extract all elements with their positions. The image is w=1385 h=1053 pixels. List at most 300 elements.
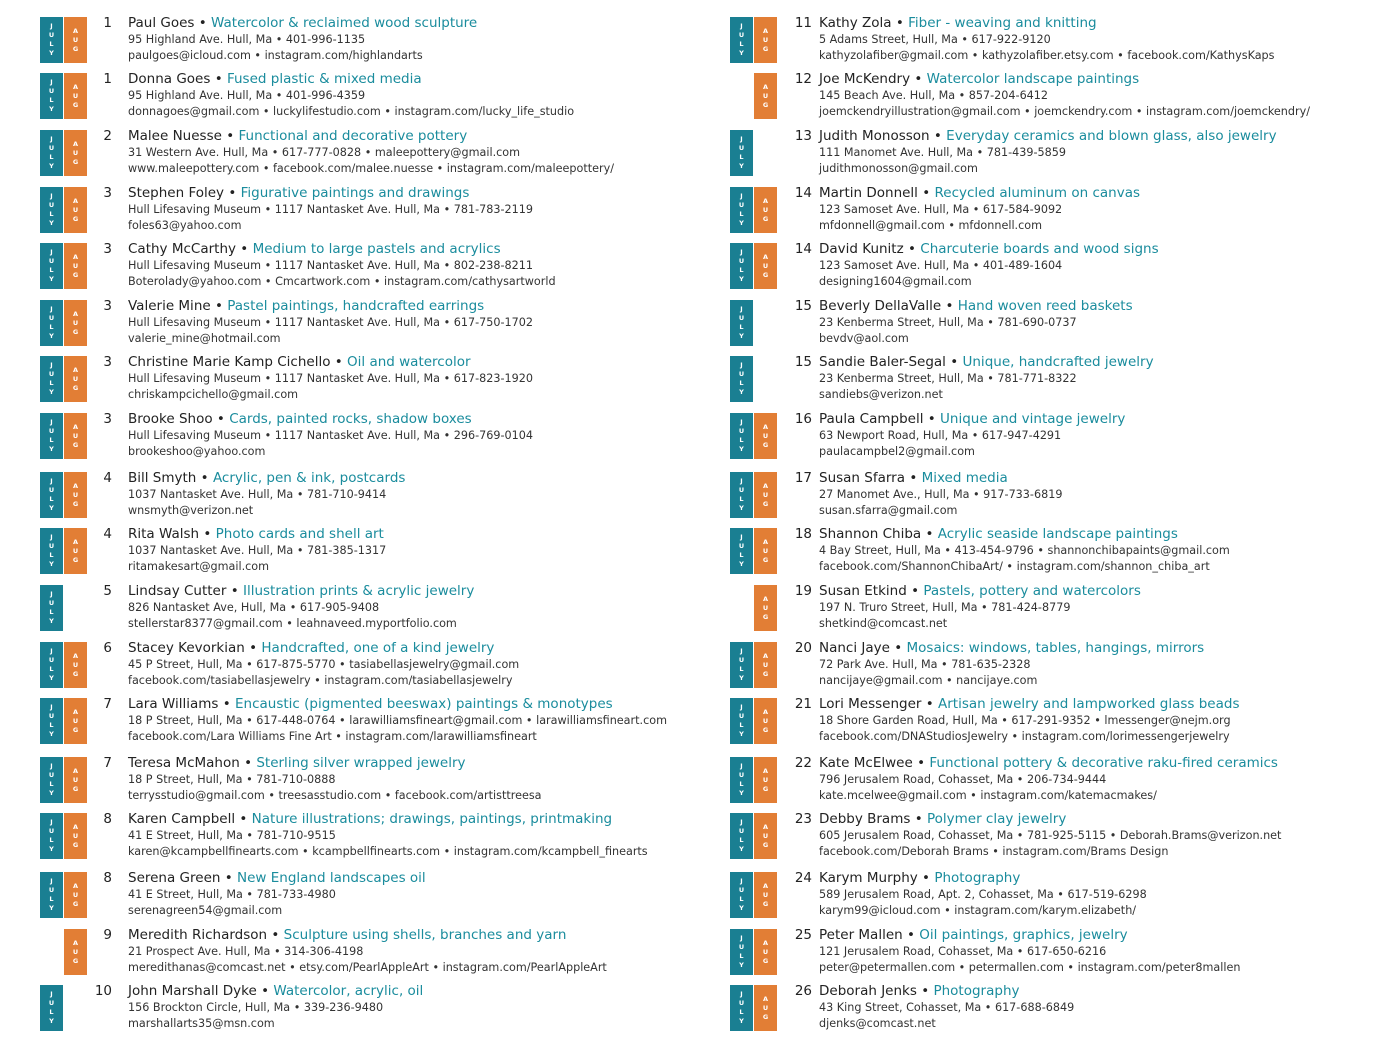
july-badge bbox=[730, 642, 753, 688]
badge-letter: L bbox=[49, 96, 54, 104]
july-badge bbox=[40, 585, 63, 631]
badge-letter: U bbox=[72, 91, 79, 100]
artist-entry bbox=[40, 73, 690, 133]
badge-letter: L bbox=[49, 836, 54, 844]
separator: • bbox=[226, 128, 235, 144]
badge-letter: U bbox=[738, 144, 745, 152]
badge-letter: Y bbox=[49, 789, 54, 797]
artist-entry bbox=[40, 528, 690, 588]
contact-line: facebook.com/DNAStudiosJewelry • instagram.com/lorimessengerjewelry bbox=[819, 729, 1230, 743]
badge-letter: J bbox=[50, 78, 53, 86]
separator: • bbox=[230, 583, 239, 599]
badge-letter: U bbox=[48, 542, 55, 550]
july-badge bbox=[40, 813, 63, 859]
entry-heading bbox=[819, 128, 1277, 145]
separator: • bbox=[214, 71, 223, 87]
badge-letter: Y bbox=[739, 49, 744, 57]
artist-name: Paul Goes bbox=[128, 15, 195, 31]
separator: • bbox=[922, 185, 931, 201]
entry-heading bbox=[128, 583, 474, 600]
separator: • bbox=[917, 755, 926, 771]
badge-letter: A bbox=[762, 196, 769, 205]
badge-letter: J bbox=[50, 703, 53, 711]
address-line: 43 King Street, Cohasset, Ma • 617-688-6849 bbox=[819, 1001, 1075, 1014]
entry-number: 21 bbox=[794, 696, 812, 712]
badge-letter: L bbox=[739, 495, 744, 503]
badge-letter: U bbox=[72, 374, 79, 383]
july-badge bbox=[730, 187, 753, 233]
artist-name: Cathy McCarthy bbox=[128, 241, 236, 257]
entry-text bbox=[819, 354, 1154, 403]
entry-text bbox=[819, 185, 1140, 234]
address-line: 4 Bay Street, Hull, Ma • 413-454-9796 • shannonchibapaints@gmail.com bbox=[819, 544, 1230, 557]
entry-heading bbox=[128, 870, 426, 887]
aug-badge bbox=[754, 642, 777, 688]
medium-description: Acrylic seaside landscape paintings bbox=[937, 526, 1178, 542]
contact-line: paulacampbel2@gmail.com bbox=[819, 444, 975, 458]
july-badge bbox=[40, 757, 63, 803]
artist-entry bbox=[730, 413, 1380, 473]
badge-letter: A bbox=[762, 252, 769, 261]
artist-name: Kate McElwee bbox=[819, 755, 913, 771]
badge-letter: Y bbox=[49, 617, 54, 625]
badge-letter: J bbox=[740, 305, 743, 313]
artist-entry bbox=[730, 585, 1380, 645]
badge-letter: L bbox=[739, 40, 744, 48]
badge-letter: A bbox=[72, 707, 79, 716]
address-line: 95 Highland Ave. Hull, Ma • 401-996-4359 bbox=[128, 89, 366, 102]
entry-number: 9 bbox=[103, 927, 112, 943]
artist-name: Stephen Foley bbox=[128, 185, 225, 201]
contact-line: susan.sfarra@gmail.com bbox=[819, 503, 958, 517]
badge-letter: L bbox=[49, 436, 54, 444]
badge-letter: A bbox=[72, 938, 79, 947]
artist-name: Susan Etkind bbox=[819, 583, 907, 599]
badge-letter: A bbox=[72, 537, 79, 546]
entry-heading bbox=[819, 526, 1230, 543]
badge-letter: G bbox=[72, 669, 79, 678]
badge-letter: U bbox=[72, 261, 79, 270]
entry-number: 10 bbox=[94, 983, 112, 999]
separator: • bbox=[240, 241, 249, 257]
aug-badge bbox=[64, 642, 87, 688]
entry-number: 8 bbox=[103, 870, 112, 886]
badge-letter: U bbox=[72, 431, 79, 440]
badge-letter: Y bbox=[739, 730, 744, 738]
artist-entry bbox=[730, 300, 1380, 360]
badge-letter: Y bbox=[739, 961, 744, 969]
aug-badge bbox=[754, 585, 777, 631]
contact-line: kathyzolafiber@gmail.com • kathyzolafiber.etsy.com • facebook.com/KathysKaps bbox=[819, 48, 1275, 62]
entry-number: 6 bbox=[103, 640, 112, 656]
artist-name: Deborah Jenks bbox=[819, 983, 917, 999]
artist-entry bbox=[730, 187, 1380, 247]
aug-badge bbox=[64, 528, 87, 574]
artist-entry bbox=[40, 17, 690, 77]
artist-name: Judith Monosson bbox=[819, 128, 930, 144]
contact-line: wnsmyth@verizon.net bbox=[128, 503, 254, 517]
contact-line: djenks@comcast.net bbox=[819, 1016, 936, 1030]
medium-description: Polymer clay jewelry bbox=[926, 811, 1067, 827]
badge-letter: J bbox=[50, 248, 53, 256]
badge-letter: U bbox=[738, 201, 745, 209]
badge-letter: U bbox=[762, 775, 769, 784]
badge-letter: J bbox=[740, 135, 743, 143]
artist-name: Shannon Chiba bbox=[819, 526, 922, 542]
aug-badge bbox=[754, 187, 777, 233]
july-badge bbox=[40, 17, 63, 63]
badge-letter: Y bbox=[739, 1017, 744, 1025]
entry-number: 3 bbox=[103, 241, 112, 257]
badge-letter: G bbox=[762, 44, 769, 53]
artist-name: Rita Walsh bbox=[128, 526, 200, 542]
medium-description: Fiber - weaving and knitting bbox=[908, 15, 1097, 31]
badge-letter: L bbox=[739, 721, 744, 729]
address-line: 796 Jerusalem Road, Cohasset, Ma • 206-734-9444 bbox=[819, 773, 1107, 786]
badge-letter: U bbox=[738, 886, 745, 894]
contact-line: mfdonnell@gmail.com • mfdonnell.com bbox=[819, 218, 1042, 232]
badge-letter: A bbox=[762, 594, 769, 603]
artist-entry bbox=[730, 813, 1380, 873]
badge-letter: G bbox=[72, 899, 79, 908]
medium-description: Everyday ceramics and blown glass, also jewelry bbox=[946, 128, 1277, 144]
separator: • bbox=[925, 696, 934, 712]
badge-letter: J bbox=[50, 361, 53, 369]
badge-letter: J bbox=[740, 818, 743, 826]
badge-letter: A bbox=[762, 26, 769, 35]
badge-letter: G bbox=[762, 956, 769, 965]
artist-entry bbox=[40, 813, 690, 873]
artist-entry bbox=[730, 642, 1380, 702]
badge-letter: J bbox=[740, 647, 743, 655]
medium-description: Functional and decorative pottery bbox=[238, 128, 468, 144]
artist-name: Peter Mallen bbox=[819, 927, 903, 943]
entry-text bbox=[128, 185, 533, 234]
badge-letter: G bbox=[762, 1012, 769, 1021]
contact-line: peter@petermallen.com • petermallen.com • instagram.com/peter8mallen bbox=[819, 960, 1241, 974]
address-line: Hull Lifesaving Museum • 1117 Nantasket Ave. Hull, Ma • 802-238-8211 bbox=[128, 259, 533, 272]
medium-description: Watercolor & reclaimed wood sculpture bbox=[211, 15, 478, 31]
address-line: 95 Highland Ave. Hull, Ma • 401-996-1135 bbox=[128, 33, 366, 46]
address-line: 1037 Nantasket Ave. Hull, Ma • 781-385-1317 bbox=[128, 544, 387, 557]
badge-letter: U bbox=[48, 999, 55, 1007]
badge-letter: G bbox=[72, 383, 79, 392]
contact-line: kate.mcelwee@gmail.com • instagram.com/katemacmakes/ bbox=[819, 788, 1157, 802]
badge-letter: J bbox=[50, 590, 53, 598]
separator: • bbox=[895, 15, 904, 31]
july-badge bbox=[40, 130, 63, 176]
entry-text bbox=[128, 640, 519, 689]
entry-number: 23 bbox=[794, 811, 812, 827]
entry-text bbox=[128, 354, 533, 403]
entry-number: 12 bbox=[794, 71, 812, 87]
badge-letter: Y bbox=[49, 845, 54, 853]
badge-letter: G bbox=[762, 440, 769, 449]
july-badge bbox=[40, 73, 63, 119]
badge-letter: U bbox=[48, 427, 55, 435]
entry-number: 11 bbox=[794, 15, 812, 31]
aug-badge bbox=[754, 73, 777, 119]
badge-letter: L bbox=[739, 323, 744, 331]
badge-letter: G bbox=[762, 840, 769, 849]
badge-letter: A bbox=[762, 82, 769, 91]
address-line: 23 Kenberma Street, Hull, Ma • 781-771-8322 bbox=[819, 372, 1077, 385]
address-line: Hull Lifesaving Museum • 1117 Nantasket Ave. Hull, Ma • 781-783-2119 bbox=[128, 203, 533, 216]
aug-badge bbox=[64, 243, 87, 289]
july-badge bbox=[730, 872, 753, 918]
badge-letter: L bbox=[49, 665, 54, 673]
badge-letter: Y bbox=[49, 105, 54, 113]
contact-line: brookeshoo@yahoo.com bbox=[128, 444, 266, 458]
medium-description: Photography bbox=[934, 870, 1021, 886]
address-line: 21 Prospect Ave. Hull, Ma • 314-306-4198 bbox=[128, 945, 364, 958]
badge-letter: U bbox=[48, 314, 55, 322]
badge-letter: A bbox=[762, 938, 769, 947]
badge-letter: U bbox=[738, 314, 745, 322]
badge-letter: L bbox=[49, 895, 54, 903]
entry-number: 16 bbox=[794, 411, 812, 427]
badge-letter: J bbox=[740, 533, 743, 541]
badge-letter: U bbox=[48, 599, 55, 607]
artist-entry bbox=[40, 472, 690, 532]
badge-letter: L bbox=[739, 210, 744, 218]
aug-badge bbox=[64, 472, 87, 518]
artist-entry bbox=[730, 17, 1380, 77]
address-line: 27 Manomet Ave., Hull, Ma • 917-733-6819 bbox=[819, 488, 1063, 501]
entry-text bbox=[819, 696, 1239, 745]
badge-letter: L bbox=[49, 608, 54, 616]
separator: • bbox=[239, 811, 248, 827]
medium-description: Pastels, pottery and watercolors bbox=[923, 583, 1141, 599]
badge-letter: Y bbox=[739, 845, 744, 853]
badge-letter: A bbox=[762, 822, 769, 831]
medium-description: Mixed media bbox=[921, 470, 1008, 486]
badge-letter: G bbox=[72, 327, 79, 336]
badge-letter: Y bbox=[49, 275, 54, 283]
july-badge bbox=[40, 187, 63, 233]
badge-letter: Y bbox=[49, 162, 54, 170]
badge-letter: A bbox=[72, 309, 79, 318]
contact-line: facebook.com/Lara Williams Fine Art • instagram.com/larawilliamsfineart bbox=[128, 729, 537, 743]
badge-letter: G bbox=[72, 157, 79, 166]
aug-badge bbox=[754, 17, 777, 63]
artist-entry bbox=[730, 472, 1380, 532]
badge-letter: G bbox=[762, 499, 769, 508]
artist-entry bbox=[40, 757, 690, 817]
entry-text bbox=[819, 640, 1204, 689]
entry-heading bbox=[819, 241, 1159, 258]
badge-letter: G bbox=[72, 840, 79, 849]
entry-number: 17 bbox=[794, 470, 812, 486]
entry-text bbox=[128, 298, 533, 347]
entry-heading bbox=[819, 583, 1141, 600]
separator: • bbox=[914, 71, 923, 87]
artist-entry bbox=[730, 356, 1380, 416]
medium-description: Fused plastic & mixed media bbox=[226, 71, 422, 87]
july-badge bbox=[40, 642, 63, 688]
july-badge bbox=[730, 698, 753, 744]
badge-letter: U bbox=[738, 999, 745, 1007]
aug-badge bbox=[64, 300, 87, 346]
entry-number: 15 bbox=[794, 354, 812, 370]
badge-letter: U bbox=[738, 257, 745, 265]
contact-line: stellerstar8377@gmail.com • leahnaveed.myportfolio.com bbox=[128, 616, 457, 630]
badge-letter: U bbox=[738, 771, 745, 779]
badge-letter: Y bbox=[739, 332, 744, 340]
address-line: 45 P Street, Hull, Ma • 617-875-5770 • tasiabellasjewelry@gmail.com bbox=[128, 658, 520, 671]
entry-text bbox=[819, 15, 1275, 64]
july-badge bbox=[730, 243, 753, 289]
artist-name: David Kunitz bbox=[819, 241, 904, 257]
medium-description: Hand woven reed baskets bbox=[957, 298, 1133, 314]
artist-name: Martin Donnell bbox=[819, 185, 918, 201]
badge-letter: U bbox=[48, 656, 55, 664]
entry-number: 3 bbox=[103, 411, 112, 427]
badge-letter: U bbox=[762, 35, 769, 44]
badge-letter: L bbox=[739, 1008, 744, 1016]
badge-letter: L bbox=[49, 780, 54, 788]
badge-letter: Y bbox=[49, 560, 54, 568]
artist-entry bbox=[40, 872, 690, 932]
entry-heading bbox=[819, 15, 1275, 32]
badge-letter: U bbox=[72, 318, 79, 327]
entry-text bbox=[128, 128, 614, 177]
badge-letter: L bbox=[739, 895, 744, 903]
artist-entry bbox=[40, 243, 690, 303]
badge-letter: U bbox=[762, 660, 769, 669]
badge-letter: U bbox=[72, 716, 79, 725]
artist-entry bbox=[730, 130, 1380, 190]
entry-number: 14 bbox=[794, 185, 812, 201]
entry-number: 4 bbox=[103, 470, 112, 486]
badge-letter: U bbox=[762, 261, 769, 270]
artist-name: Joe McKendry bbox=[819, 71, 911, 87]
badge-letter: J bbox=[50, 22, 53, 30]
address-line: 1037 Nantasket Ave. Hull, Ma • 781-710-9414 bbox=[128, 488, 387, 501]
separator: • bbox=[950, 354, 959, 370]
badge-letter: J bbox=[50, 990, 53, 998]
separator: • bbox=[244, 755, 253, 771]
separator: • bbox=[907, 927, 915, 943]
badge-letter: G bbox=[72, 270, 79, 279]
badge-letter: Y bbox=[49, 219, 54, 227]
badge-letter: G bbox=[72, 555, 79, 564]
badge-letter: L bbox=[739, 551, 744, 559]
medium-description: Nature illustrations; drawings, paintings, printmaking bbox=[251, 811, 613, 827]
medium-description: Sterling silver wrapped jewelry bbox=[256, 755, 466, 771]
separator: • bbox=[228, 185, 237, 201]
july-badge bbox=[40, 243, 63, 289]
badge-letter: J bbox=[50, 418, 53, 426]
separator: • bbox=[222, 696, 231, 712]
july-badge bbox=[730, 356, 753, 402]
badge-letter: J bbox=[50, 305, 53, 313]
aug-badge bbox=[754, 872, 777, 918]
badge-letter: U bbox=[72, 890, 79, 899]
badge-letter: G bbox=[762, 899, 769, 908]
aug-badge bbox=[754, 243, 777, 289]
entry-heading bbox=[819, 71, 1310, 88]
aug-badge bbox=[64, 813, 87, 859]
badge-letter: L bbox=[49, 495, 54, 503]
entry-heading bbox=[128, 927, 607, 944]
entry-text bbox=[128, 755, 542, 804]
badge-letter: J bbox=[50, 818, 53, 826]
address-line: 41 E Street, Hull, Ma • 781-733-4980 bbox=[128, 888, 336, 901]
address-line: 605 Jerusalem Road, Cohasset, Ma • 781-925-5115 • Deborah.Brams@verizon.net bbox=[819, 829, 1282, 842]
badge-letter: L bbox=[49, 153, 54, 161]
badge-letter: U bbox=[48, 87, 55, 95]
entry-text bbox=[128, 241, 556, 290]
badge-letter: A bbox=[72, 252, 79, 261]
badge-letter: L bbox=[739, 436, 744, 444]
entry-heading bbox=[819, 983, 1074, 1000]
badge-letter: L bbox=[49, 551, 54, 559]
aug-badge bbox=[64, 698, 87, 744]
contact-line: designing1604@gmail.com bbox=[819, 274, 972, 288]
entry-text bbox=[128, 526, 386, 575]
badge-letter: U bbox=[72, 148, 79, 157]
entry-heading bbox=[819, 470, 1062, 487]
separator: • bbox=[909, 470, 918, 486]
badge-letter: A bbox=[72, 881, 79, 890]
artist-name: Susan Sfarra bbox=[819, 470, 906, 486]
medium-description: Unique, handcrafted jewelry bbox=[962, 354, 1154, 370]
artist-entry bbox=[730, 757, 1380, 817]
address-line: 18 P Street, Hull, Ma • 617-448-0764 • larawilliamsfineart@gmail.com • larawilliamsfineart.com bbox=[128, 714, 667, 727]
aug-badge bbox=[64, 17, 87, 63]
medium-description: Charcuterie boards and wood signs bbox=[920, 241, 1159, 257]
contact-line: marshallarts35@msn.com bbox=[128, 1016, 275, 1030]
entry-heading bbox=[128, 241, 556, 258]
entry-heading bbox=[128, 696, 667, 713]
badge-letter: A bbox=[762, 537, 769, 546]
medium-description: Illustration prints & acrylic jewelry bbox=[242, 583, 475, 599]
artist-entry bbox=[40, 929, 690, 989]
badge-letter: U bbox=[762, 205, 769, 214]
entry-heading bbox=[819, 870, 1147, 887]
badge-letter: Y bbox=[739, 789, 744, 797]
entry-heading bbox=[128, 298, 533, 315]
address-line: 123 Samoset Ave. Hull, Ma • 617-584-9092 bbox=[819, 203, 1063, 216]
medium-description: Medium to large pastels and acrylics bbox=[252, 241, 501, 257]
badge-letter: U bbox=[738, 943, 745, 951]
badge-letter: J bbox=[740, 418, 743, 426]
badge-letter: J bbox=[740, 934, 743, 942]
separator: • bbox=[925, 526, 934, 542]
contact-line: ritamakesart@gmail.com bbox=[128, 559, 270, 573]
contact-line: foles63@yahoo.com bbox=[128, 218, 242, 232]
badge-letter: J bbox=[50, 135, 53, 143]
address-line: 18 Shore Garden Road, Hull, Ma • 617-291-9352 • lmessenger@nejm.org bbox=[819, 714, 1231, 727]
badge-letter: U bbox=[72, 205, 79, 214]
badge-letter: A bbox=[72, 26, 79, 35]
july-badge bbox=[40, 472, 63, 518]
entry-heading bbox=[128, 185, 533, 202]
badge-letter: A bbox=[762, 707, 769, 716]
badge-letter: A bbox=[72, 766, 79, 775]
entry-text bbox=[819, 298, 1133, 347]
artist-name: Meredith Richardson bbox=[128, 927, 268, 943]
medium-description: Photography bbox=[933, 983, 1020, 999]
entry-number: 15 bbox=[794, 298, 812, 314]
artist-name: Donna Goes bbox=[128, 71, 211, 87]
entry-text bbox=[819, 927, 1240, 976]
badge-letter: Y bbox=[739, 445, 744, 453]
badge-letter: G bbox=[72, 440, 79, 449]
badge-letter: U bbox=[48, 370, 55, 378]
badge-letter: J bbox=[740, 477, 743, 485]
